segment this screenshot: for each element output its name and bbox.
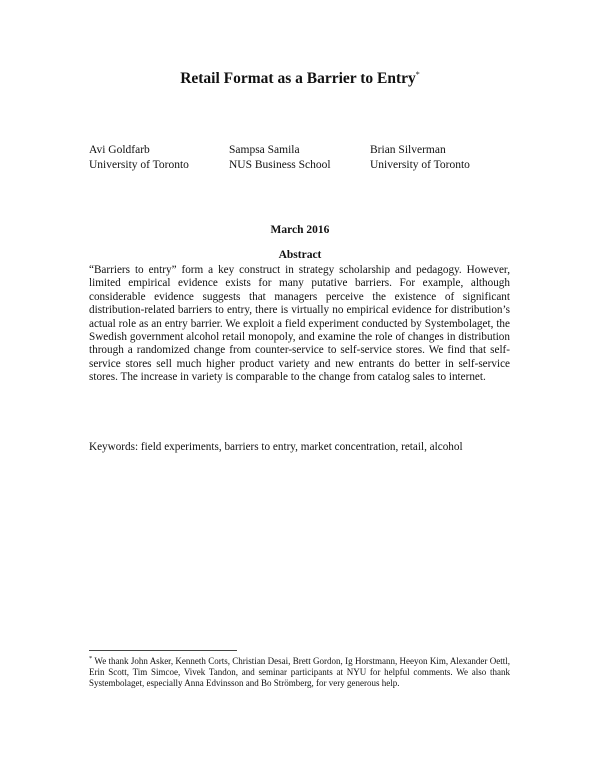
- paper-title: [0, 70, 600, 88]
- author-name: Brian Silverman: [370, 144, 446, 156]
- publication-date: March 2016: [270, 224, 330, 236]
- keywords: Keywords: field experiments, barriers to entry, market concentration, retail, alcohol: [89, 441, 463, 453]
- title-footnote-mark: *: [415, 69, 420, 79]
- author-affiliation: NUS Business School: [229, 159, 331, 171]
- footnote-divider: [89, 650, 237, 651]
- author-3: [370, 143, 470, 173]
- author-1: [89, 143, 189, 173]
- footnote-text: We thank John Asker, Kenneth Corts, Christian Desai, Brett Gordon, Ig Horstmann, Heeyon Kim, Alexander Oettl, Erin Scott, Tim Simcoe, Vivek Tandon, and seminar participants at NYU for helpful comments. We also thank Systembolaget, especially Anna Edvinsson and Bo Strömberg, for very generous help.: [89, 656, 510, 688]
- author-name: Sampsa Samila: [229, 144, 300, 156]
- author-2: [229, 143, 331, 173]
- paper-title-text: Retail Format as a Barrier to Entry: [180, 70, 416, 87]
- author-affiliation: University of Toronto: [370, 159, 470, 171]
- footnote-mark: *: [89, 655, 93, 662]
- author-affiliation: University of Toronto: [89, 159, 189, 171]
- footnote: [89, 656, 510, 689]
- abstract-heading: Abstract: [278, 249, 322, 261]
- abstract-text: “Barriers to entry” form a key construct in strategy scholarship and pedagogy. However, limited empirical evidence exists for many putative barriers. For example, although considerable evidence suggests that managers perceive the existence of significant distribution-related barriers to entry, there is virtually no empirical evidence for distribution’s actual role as an entry barrier. We exploit a field experiment conducted by Systembolaget, the Swedish government alcohol retail monopoly, and examine the role of changes in distribution through a randomized change from counter-service to self-service stores. We find that self-service stores sell much higher product variety and new entrants do better in self-service stores. The increase in variety is comparable to the change from catalog sales to internet.: [89, 264, 510, 384]
- author-name: Avi Goldfarb: [89, 144, 150, 156]
